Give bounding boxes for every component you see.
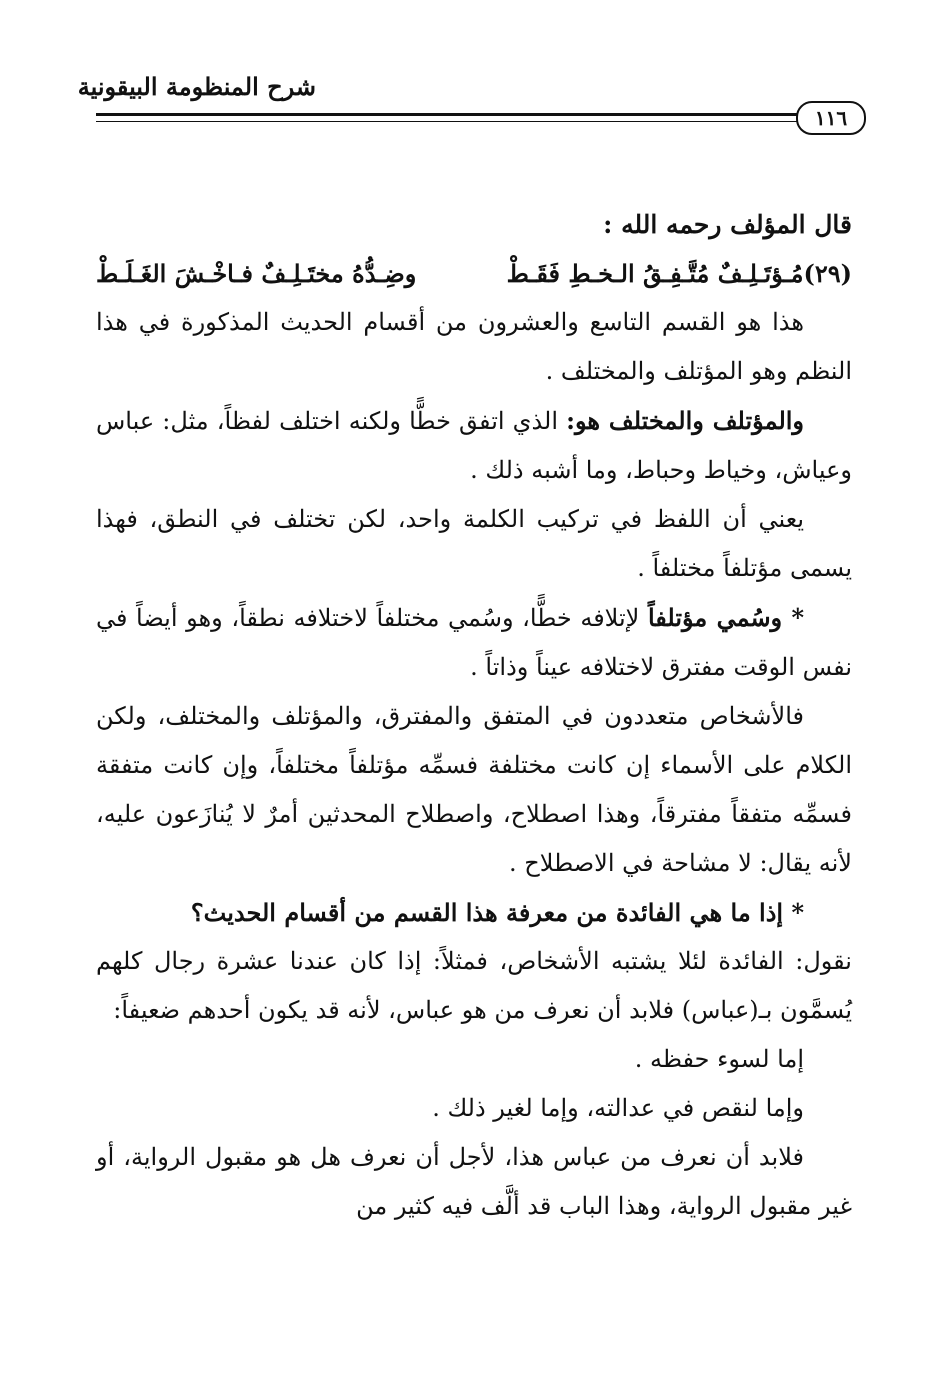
- question-heading: * إذا ما هي الفائدة من معرفة هذا القسم من أقسام الحديث؟: [190, 898, 804, 927]
- poem-verse: [96, 249, 852, 298]
- header-rule-thick: [96, 113, 808, 116]
- paragraph-7: نقول: الفائدة لئلا يشتبه الأشخاص، فمثلاً: إذا كان عندنا عشرة رجال كلهم يُسمَّون بـ(عباس) فلابد أن نعرف من هو عباس، لأنه قد يكون أحدهم ضعيفاً:: [96, 947, 852, 1024]
- paragraph-2: [96, 396, 852, 495]
- verse-second-hemistich: وضِـدُّهُ مختَـلِـفٌ فـاخْـشَ الغَـلَـطْ: [96, 259, 417, 288]
- definition-term: والمؤتلف والمختلف هو:: [566, 406, 805, 435]
- page-number-badge: ١١٦: [796, 101, 866, 135]
- naming-text: لإتلافه خطًّا، وسُمي مختلفاً لاختلافه نطقاً، وهو أيضاً في نفس الوقت مفترق لاختلافه عيناً وذاتاً .: [96, 604, 852, 681]
- paragraph-4: [96, 593, 852, 692]
- intro-line: قال المؤلف رحمه الله :: [603, 210, 852, 239]
- running-header-title: شرح المنظومة البيقونية: [77, 72, 316, 101]
- paragraph-3: يعني أن اللفظ في تركيب الكلمة واحد، لكن تختلف في النطق، فهذا يسمى مؤتلفاً مختلفاً .: [96, 505, 852, 582]
- paragraph-9: وإما لنقص في عدالته، وإما لغير ذلك .: [432, 1094, 804, 1122]
- header-rule-thin: [96, 121, 808, 122]
- paragraph-8: إما لسوء حفظه .: [634, 1045, 804, 1073]
- paragraph-10: فلابد أن نعرف من عباس هذا، لأجل أن نعرف هل هو مقبول الرواية، أو غير مقبول الرواية، وهذا الباب قد ألَّف فيه كثير من: [96, 1143, 852, 1220]
- paragraph-1: هذا هو القسم التاسع والعشرون من أقسام الحديث المذكورة في هذا النظم وهو المؤتلف والمختلف .: [96, 308, 852, 385]
- paragraph-5: فالأشخاص متعددون في المتفق والمفترق، والمؤتلف والمختلف، ولكن الكلام على الأسماء إن كانت مختلفة فسمِّه مؤتلفاً مختلفاً، وإن كانت متفقة فسمِّه متفقاً مفترقاً، وهذا اصطلاح، واصطلاح المحدثين أمرٌ لا يُنازَعون عليه، لأنه يقال: لا مشاحة في الاصطلاح .: [96, 702, 853, 877]
- page-body: [96, 200, 852, 1231]
- verse-first-hemistich: (٢٩)مُـؤتَـلِـفٌ مُتَّـفِـقُ الـخـطِ فَقَـطْ: [506, 259, 852, 288]
- naming-heading: * وسُمي مؤتلفاً: [647, 603, 805, 632]
- definition-text: الذي اتفق خطًّا ولكنه اختلف لفظاً، مثل: عباس وعياش، وخياط وحباط، وما أشبه ذلك .: [96, 407, 852, 484]
